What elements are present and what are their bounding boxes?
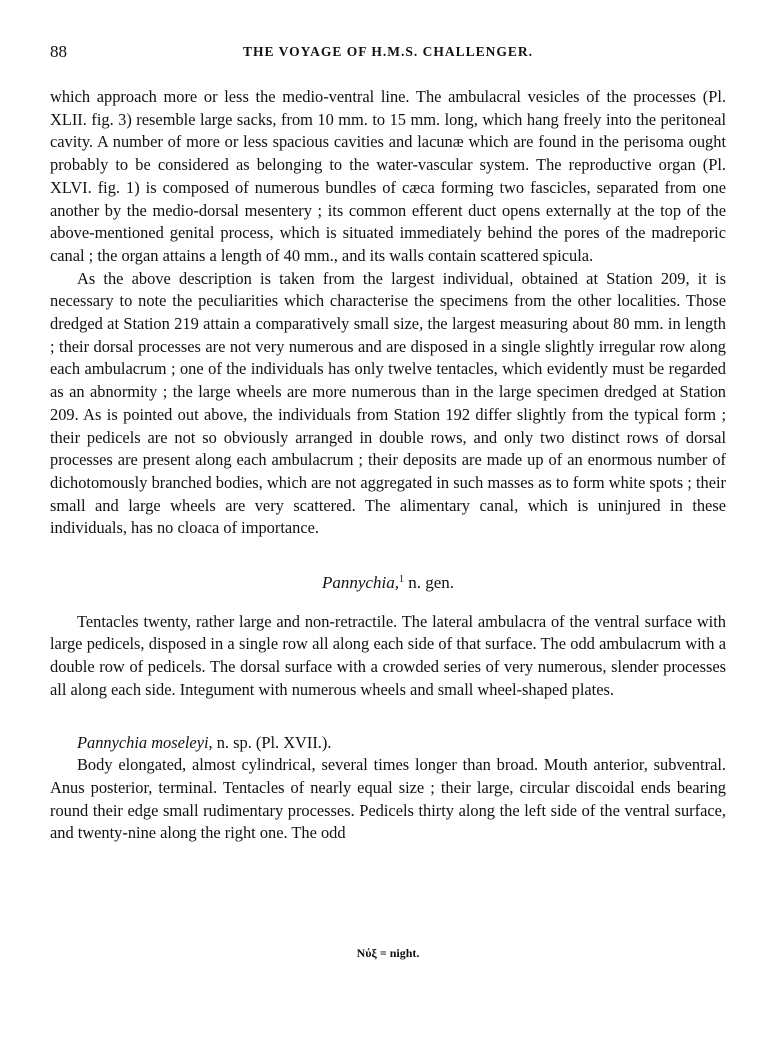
running-title: THE VOYAGE OF H.M.S. CHALLENGER. bbox=[242, 44, 534, 59]
footnote: Nύξ = night. bbox=[356, 946, 420, 960]
paragraph-1: which approach more or less the medio-ventral line. The ambulacral vesicles of the processes (Pl. XLII. fig. 3) resemble large sacks, from 10 mm. to 15 mm. long, which hang freely into the peritoneal cavity. A number of more or less spacious cavities and lacunæ which are found in the perisoma ought probably to be considered as belonging to the water-vascular system. The reproductive organ (Pl. XLVI. fig. 1) is composed of numerous bundles of cæca forming two fascicles, separated from one another by the medio-dorsal mesentery ; its common efferent duct opens externally at the top of the above-mentioned genital process, which is situated immediately behind the pores of the madreporic canal ; the organ attains a length of 40 mm., and its walls contain scattered spicula. bbox=[50, 87, 726, 265]
genus-heading bbox=[50, 572, 726, 595]
page-number: 88 bbox=[50, 42, 67, 61]
genus-suffix: n. gen. bbox=[403, 573, 454, 593]
species-heading bbox=[77, 732, 726, 755]
footnote-mark: 1 bbox=[398, 574, 404, 586]
species-name: Pannychia moseleyi, bbox=[77, 732, 213, 752]
body-text bbox=[50, 86, 726, 845]
paragraph-2: As the above description is taken from the largest individual, obtained at Station 209, it is necessary to note the peculiarities which characterise the specimens from the other localities. Those dredged at Station 219 attain a comparatively small size, the largest measuring about 80 mm. in length ; their dorsal processes are not very numerous and are disposed in a single slightly irregular row along each ambulacrum ; one of the individuals has only twelve tentacles, which evidently must be regarded as an abnormity ; the large wheels are more numerous than in the large specimen dredged at Station 209. As is pointed out above, the individuals from Station 192 differ slightly from the typical form ; their pedicels are not so obviously arranged in double rows, and only two distinct rows of dorsal processes are present along each ambulacrum ; their deposits are made up of an enormous number of dichotomously branched bodies, which are not aggregated in such masses as to form white spots ; their small and large wheels are very scattered. The alimentary canal, which is uninjured in these individuals, has no cloaca of importance. bbox=[50, 268, 726, 538]
page-header bbox=[50, 42, 726, 66]
paragraph-3: Tentacles twenty, rather large and non-retractile. The lateral ambulacra of the ventral surface with large pedicels, disposed in a single row all along each side of that surface. The odd ambulacrum with a double row of pedicels. The dorsal surface with a crowded series of very numerous, slender processes all along each side. Integument with numerous wheels and small wheel-shaped plates. bbox=[50, 611, 726, 699]
species-suffix: n. sp. (Pl. XVII.). bbox=[212, 732, 332, 752]
paragraph-4: Body elongated, almost cylindrical, several times longer than broad. Mouth anterior, subventral. Anus posterior, terminal. Tentacles of nearly equal size ; their large, circular discoidal ends bearing round their edge small rudimentary processes. Pedicels thirty along the left side of the ventral surface, and twenty-nine along the right one. The odd bbox=[50, 755, 726, 843]
genus-name: Pannychia, bbox=[322, 573, 399, 593]
